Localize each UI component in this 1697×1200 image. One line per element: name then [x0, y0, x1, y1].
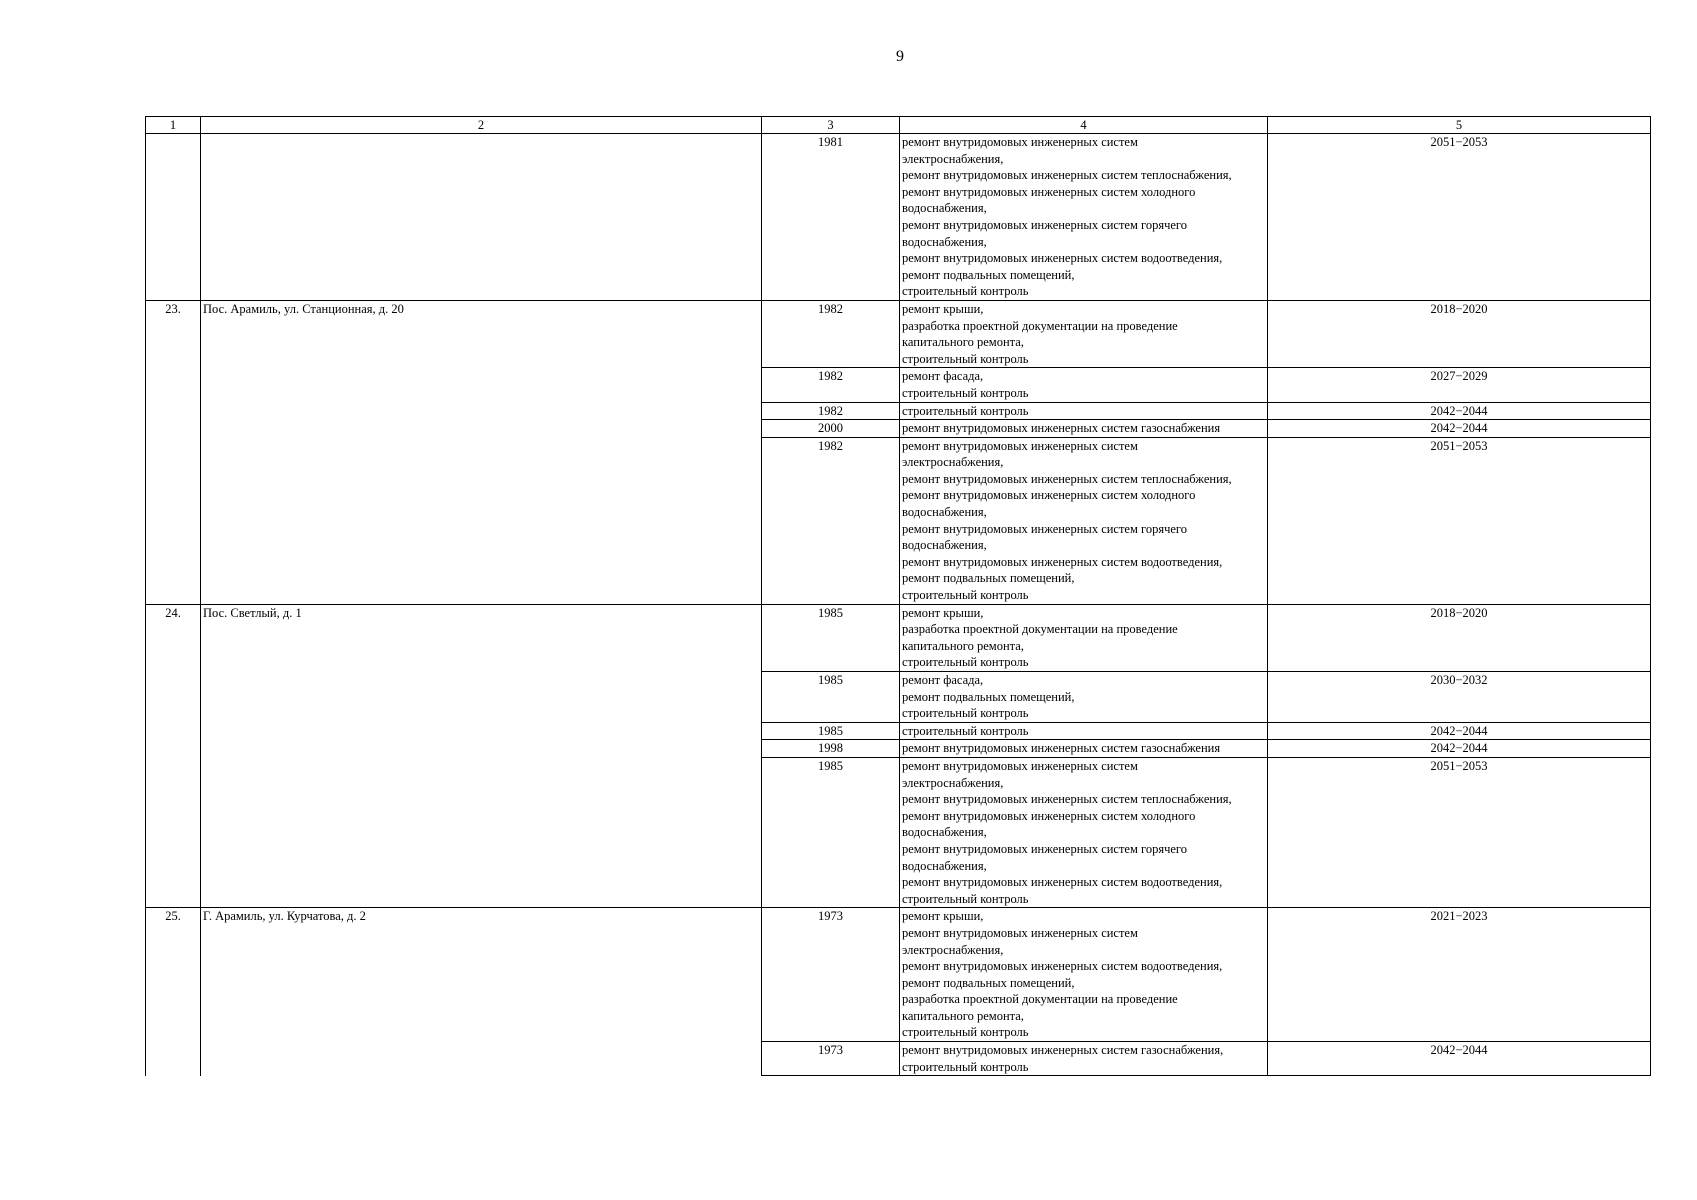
build-year: 1998 [762, 740, 900, 758]
table-row [146, 604, 1651, 671]
planned-period: 2042−2044 [1268, 402, 1651, 420]
work-types: ремонт крыши, разработка проектной документации на проведение капитального ремонта, строительный контроль [900, 300, 1268, 367]
work-types: ремонт внутридомовых инженерных систем электроснабжения, ремонт внутридомовых инженерных систем теплоснабжения, ремонт внутридомовых инженерных систем холодного водоснабжения, ремонт внутридомовых инженерных систем горячего водоснабжения, ремонт внутридомовых инженерных систем водоотведения, ремонт подвальных помещений, строительный контроль [900, 134, 1268, 301]
planned-period: 2042−2044 [1268, 420, 1651, 438]
planned-period: 2018−2020 [1268, 300, 1651, 367]
entry-address: Пос. Светлый, д. 1 [201, 604, 762, 908]
entry-address [201, 134, 762, 301]
planned-period: 2042−2044 [1268, 740, 1651, 758]
entry-number: 25. [146, 908, 201, 1076]
header-row [146, 117, 1651, 134]
table-row [146, 300, 1651, 367]
planned-period: 2042−2044 [1268, 722, 1651, 740]
build-year: 1985 [762, 672, 900, 723]
repair-plan-table [145, 116, 1651, 1076]
table-row [146, 908, 1651, 1042]
entry-number: 24. [146, 604, 201, 908]
build-year: 2000 [762, 420, 900, 438]
page-number: 9 [896, 48, 904, 65]
planned-period: 2021−2023 [1268, 908, 1651, 1042]
planned-period: 2027−2029 [1268, 368, 1651, 402]
table-row [146, 134, 1651, 301]
work-types: строительный контроль [900, 722, 1268, 740]
build-year: 1985 [762, 722, 900, 740]
build-year: 1981 [762, 134, 900, 301]
work-types: ремонт внутридомовых инженерных систем газоснабжения [900, 740, 1268, 758]
planned-period: 2051−2053 [1268, 437, 1651, 604]
build-year: 1985 [762, 757, 900, 907]
table-body [146, 134, 1651, 1076]
work-types: ремонт внутридомовых инженерных систем газоснабжения [900, 420, 1268, 438]
build-year: 1982 [762, 368, 900, 402]
entry-number [146, 134, 201, 301]
planned-period: 2051−2053 [1268, 134, 1651, 301]
build-year: 1982 [762, 437, 900, 604]
header-col-4: 4 [900, 117, 1268, 134]
work-types: строительный контроль [900, 402, 1268, 420]
build-year: 1973 [762, 908, 900, 1042]
planned-period: 2018−2020 [1268, 604, 1651, 671]
entry-address: Г. Арамиль, ул. Курчатова, д. 2 [201, 908, 762, 1076]
planned-period: 2030−2032 [1268, 672, 1651, 723]
header-col-2: 2 [201, 117, 762, 134]
work-types: ремонт крыши, ремонт внутридомовых инженерных систем электроснабжения, ремонт внутридомовых инженерных систем водоотведения, ремонт подвальных помещений, разработка проектной документации на проведение капитального ремонта, строительный контроль [900, 908, 1268, 1042]
header-col-3: 3 [762, 117, 900, 134]
work-types: ремонт фасада, ремонт подвальных помещений, строительный контроль [900, 672, 1268, 723]
header-col-5: 5 [1268, 117, 1651, 134]
work-types: ремонт фасада, строительный контроль [900, 368, 1268, 402]
entry-number: 23. [146, 300, 201, 604]
work-types: ремонт внутридомовых инженерных систем электроснабжения, ремонт внутридомовых инженерных систем теплоснабжения, ремонт внутридомовых инженерных систем холодного водоснабжения, ремонт внутридомовых инженерных систем горячего водоснабжения, ремонт внутридомовых инженерных систем водоотведения, ремонт подвальных помещений, строительный контроль [900, 437, 1268, 604]
build-year: 1982 [762, 300, 900, 367]
entry-address: Пос. Арамиль, ул. Станционная, д. 20 [201, 300, 762, 604]
build-year: 1982 [762, 402, 900, 420]
planned-period: 2051−2053 [1268, 757, 1651, 907]
work-types: ремонт крыши, разработка проектной документации на проведение капитального ремонта, строительный контроль [900, 604, 1268, 671]
planned-period: 2042−2044 [1268, 1042, 1651, 1076]
work-types: ремонт внутридомовых инженерных систем газоснабжения, строительный контроль [900, 1042, 1268, 1076]
build-year: 1985 [762, 604, 900, 671]
build-year: 1973 [762, 1042, 900, 1076]
header-col-1: 1 [146, 117, 201, 134]
work-types: ремонт внутридомовых инженерных систем электроснабжения, ремонт внутридомовых инженерных систем теплоснабжения, ремонт внутридомовых инженерных систем холодного водоснабжения, ремонт внутридомовых инженерных систем горячего водоснабжения, ремонт внутридомовых инженерных систем водоотведения, строительный контроль [900, 757, 1268, 907]
